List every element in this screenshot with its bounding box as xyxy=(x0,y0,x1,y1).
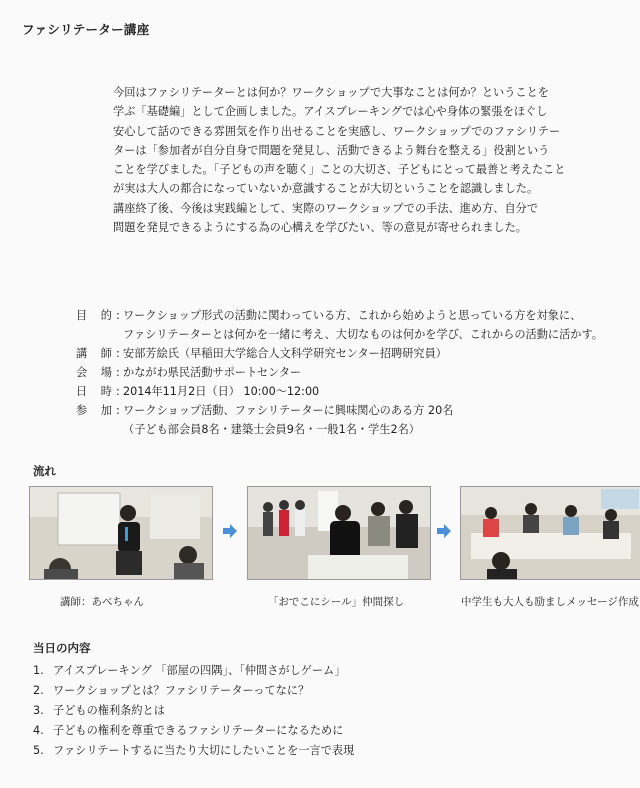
intro-line: が実は大人の都合になっていないか意識することが大切ということを認識しました。 xyxy=(113,182,539,196)
intro-line: 安心して話のできる雰囲気を作り出せることを実感し、ワークショップでのファシリテー xyxy=(113,124,561,138)
photo-caption: 講師：あべちゃん xyxy=(60,596,144,608)
intro-line: 今回はファシリテーターとは何か？ワークショップで大事なことは何か？ということを xyxy=(113,86,549,99)
intro-line: 問題を発見できるようにする為の心構えを学びたい、等の意見が寄せられました。 xyxy=(113,221,527,235)
detail-value: 2014年11月2日（日） 10:00～12:00 xyxy=(123,385,320,398)
flow-heading: 流れ xyxy=(33,464,56,478)
detail-value: ワークショップ活動、ファシリテーターに興味関心のある方 20名 xyxy=(123,404,454,417)
detail-label: 会 場 xyxy=(76,366,112,379)
intro-line: 講座終了後、今後は実践編として、実際のワークショップでの手法、進め方、自分で xyxy=(113,201,539,215)
detail-label: 講 師 xyxy=(76,347,112,360)
page-title: ファシリテーター講座 xyxy=(22,22,150,37)
detail-value: 安部芳絵氏（早稲田大学総合人文科学研究センター招聘研究員） xyxy=(123,347,447,360)
detail-label: 日 時 xyxy=(76,385,112,398)
photo-sticker-game xyxy=(247,486,431,580)
detail-value: （子ども部会員8名・建築士会員9名・一般1名・学生2名） xyxy=(123,423,420,436)
detail-label: 目 的 xyxy=(76,309,112,322)
detail-label: 参 加 xyxy=(76,404,112,417)
intro-line: ターは「参加者が自分自身で問題を発見し、活動できるよう舞台を整える」役割という xyxy=(113,143,550,157)
photo-caption: 「おでこにシール」仲間探し xyxy=(268,596,405,608)
detail-value: ワークショップ形式の活動に関わっている方、これから始めようと思っている方を対象に、 xyxy=(123,309,582,322)
contents-heading: 当日の内容 xyxy=(33,641,91,655)
photo-message-writing xyxy=(460,486,640,580)
arrow-right-icon xyxy=(222,523,238,539)
detail-value: かながわ県民活動サポートセンター xyxy=(123,366,302,379)
photo-caption: 中学生も大人も励ましメッセージ作成 xyxy=(461,596,639,608)
intro-line: ことを学びました。「子どもの声を聴く」ことの大切さ、子どもにとって最善と考えたこと xyxy=(113,163,566,177)
intro-line: 学ぶ「基礎編」として企画しました。アイスブレーキングでは心や身体の緊張をほぐし xyxy=(113,105,548,119)
detail-value: ファシリテーターとは何かを一緒に考え、大切なものは何かを学び、これからの活動に活かす。 xyxy=(123,328,603,341)
intro-paragraph xyxy=(113,83,583,237)
arrow-right-icon xyxy=(436,523,452,539)
photo-lecturer xyxy=(29,486,213,580)
